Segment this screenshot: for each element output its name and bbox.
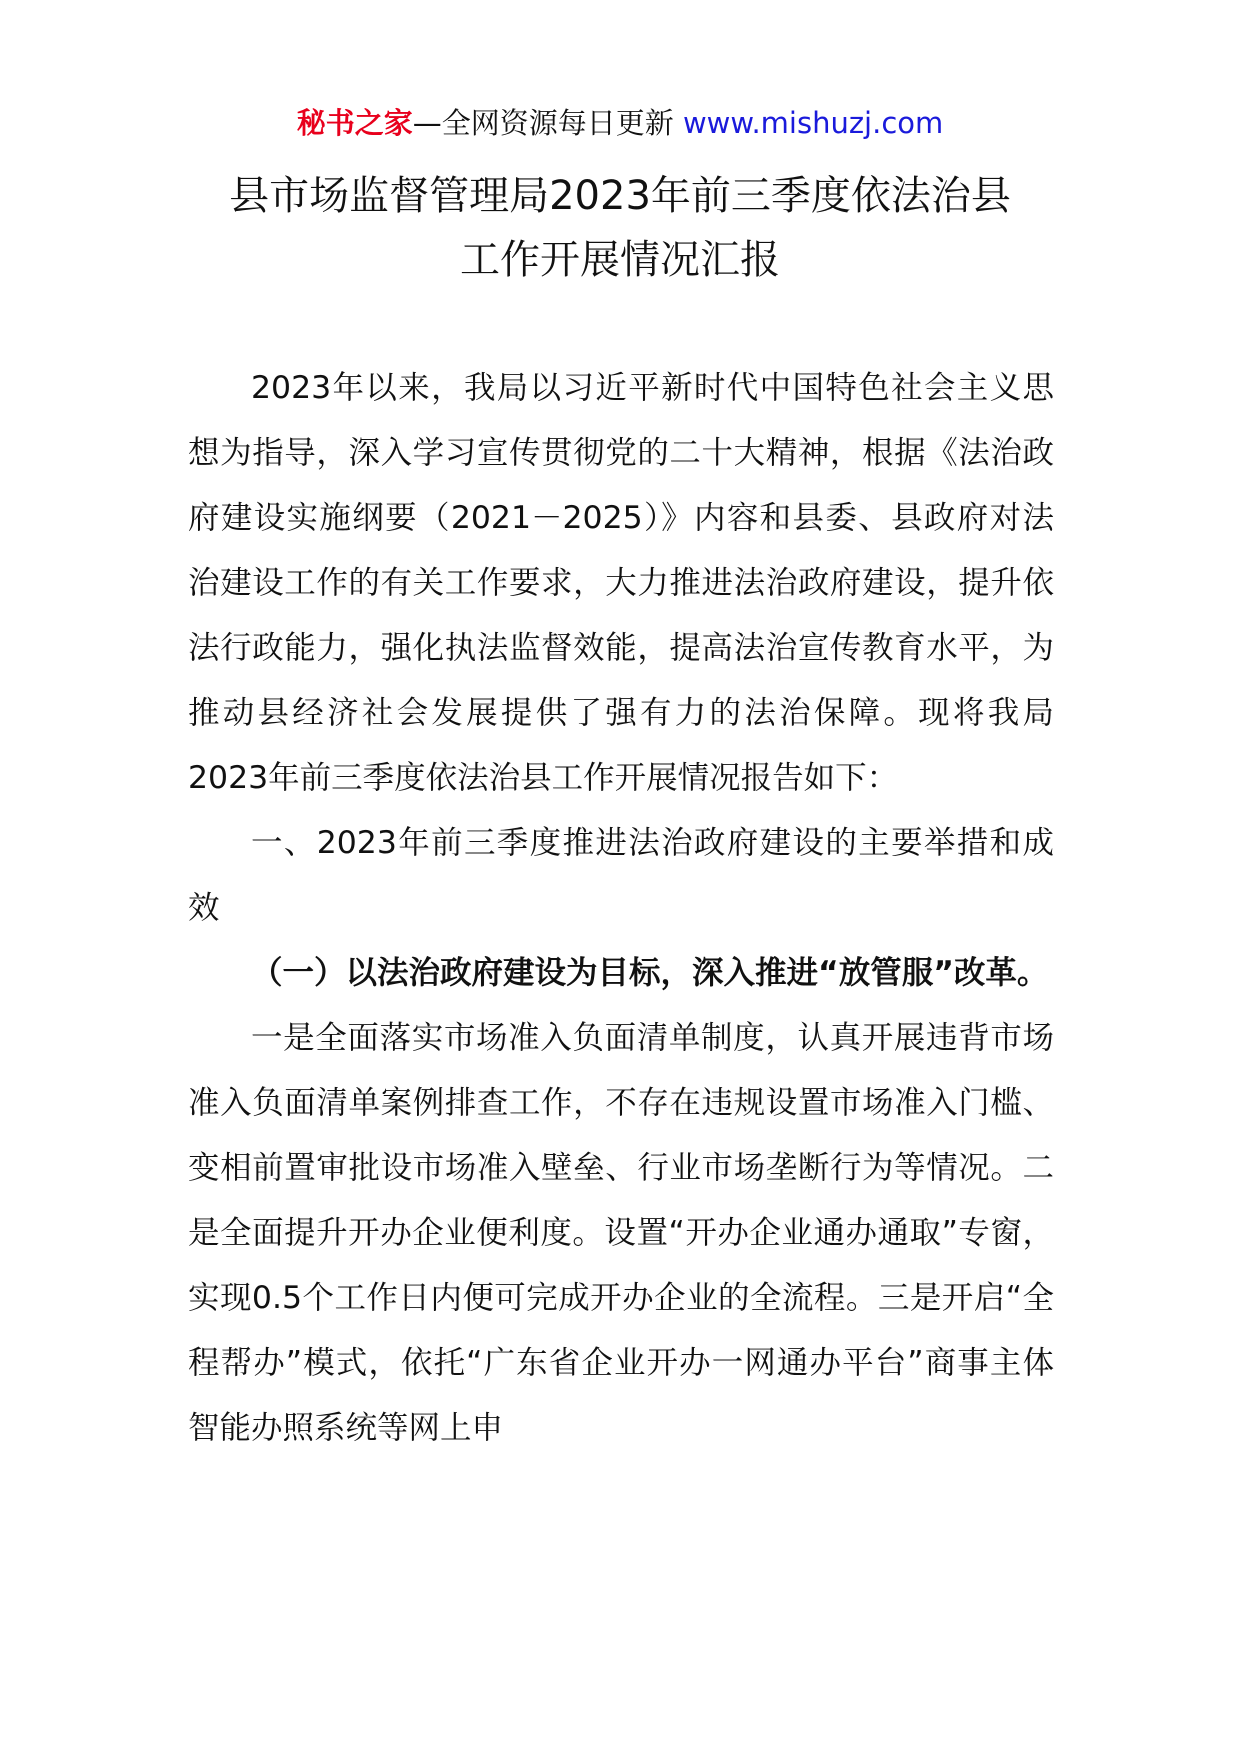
body-paragraph: 一是全面落实市场准入负面清单制度，认真开展违背市场准入负面清单案例排查工作，不存在违规设置市场准入门槛、变相前置审批设市场准入壁垒、行业市场垄断行为等情况。二是全面提升开办企业便利度。设置“开办企业通办通取”专窗，实现0.5个工作日内便可完成开办企业的全流程。三是开启“全程帮办”模式，依托“广东省企业开办一网通办平台”商事主体智能办照系统等网上申 [188,1020,1054,1446]
site-banner [0,103,1240,143]
document-title [0,164,1240,292]
title-line-2: 工作开展情况汇报 [460,237,780,283]
section-heading: 一、2023年前三季度推进法治政府建设的主要举措和成效 [188,825,1054,926]
subsection-heading: （一）以法治政府建设为目标，深入推进“放管服”改革。 [251,955,1049,991]
title-line-1: 县市场监督管理局2023年前三季度依法治县 [229,173,1011,219]
banner-slogan: —全网资源每日更新 [412,106,674,140]
site-link[interactable]: www.mishuzj.com [682,106,944,140]
document-body [188,356,1054,1461]
brand-name: 秘书之家 [296,106,413,140]
intro-paragraph: 2023年以来，我局以习近平新时代中国特色社会主义思想为指导，深入学习宣传贯彻党的二十大精神，根据《法治政府建设实施纲要（2021－2025）》内容和县委、县政府对法治建设工作的有关工作要求，大力推进法治政府建设，提升依法行政能力，强化执法监督效能，提高法治宣传教育水平，为推动县经济社会发展提供了强有力的法治保障。现将我局2023年前三季度依法治县工作开展情况报告如下： [188,370,1054,796]
